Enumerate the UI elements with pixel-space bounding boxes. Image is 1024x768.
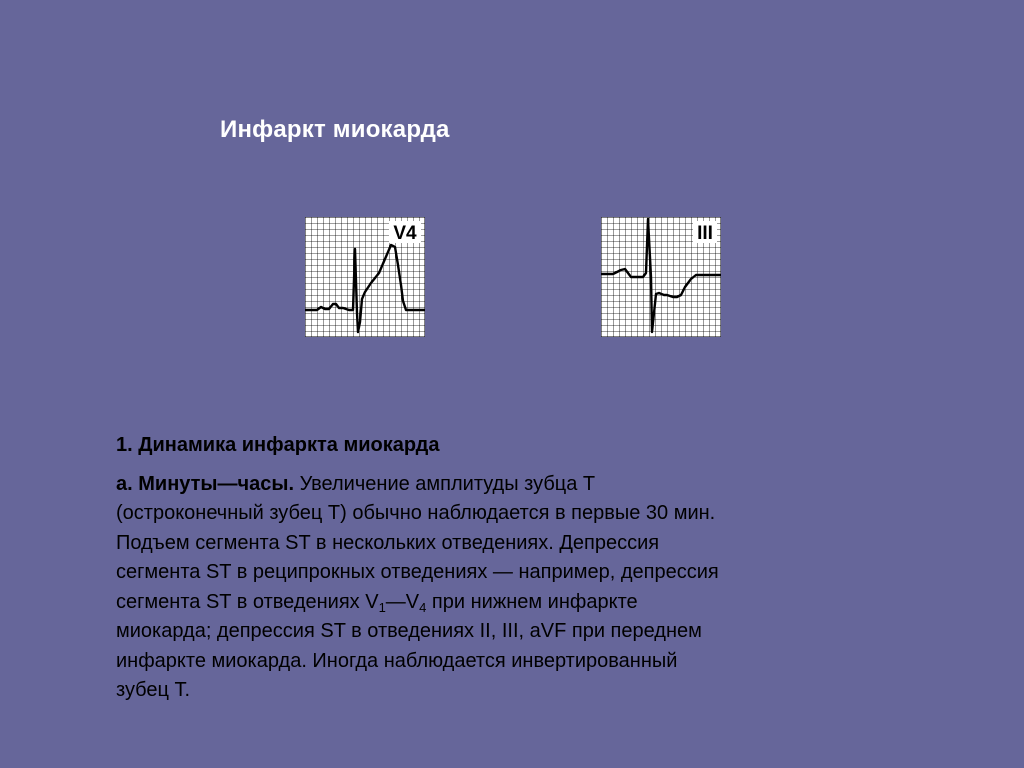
paragraph-line-6: миокарда; депрессия ST в отведениях II, III, aVF при переднем bbox=[116, 620, 702, 642]
line-5-subscript-1: 1 bbox=[378, 599, 386, 615]
paragraph-line-7: инфаркте миокарда. Иногда наблюдается инвертированный bbox=[116, 649, 678, 672]
line-5-mid: —V bbox=[385, 590, 420, 613]
paragraph-line-4: сегмента ST в реципрокных отведениях — например, депрессия bbox=[116, 561, 719, 583]
section-paragraph bbox=[116, 470, 916, 706]
paragraph-line-2: (остроконечный зубец Т) обычно наблюдается в первые 30 мин. bbox=[116, 502, 716, 524]
paragraph-line-3: Подъем сегмента ST в нескольких отведениях. Депрессия bbox=[116, 531, 660, 554]
ecg-strip-iii bbox=[601, 217, 721, 337]
ecg-iii-label: III bbox=[697, 223, 713, 244]
line-5-prefix: сегмента ST в отведениях V bbox=[116, 590, 379, 613]
ecg-v4-label: V4 bbox=[393, 223, 417, 244]
paragraph-line-8: зубец Т. bbox=[116, 679, 191, 701]
slide-title: Инфаркт миокарда bbox=[220, 116, 450, 143]
ecg-v4-graph bbox=[305, 217, 425, 337]
paragraph-line-5 bbox=[116, 588, 916, 618]
ecg-strip-v4 bbox=[305, 217, 425, 337]
paragraph-line-1 bbox=[116, 470, 916, 500]
content-block bbox=[116, 431, 916, 706]
ecg-iii-graph bbox=[601, 217, 721, 337]
section-heading: 1. Динамика инфаркта миокарда bbox=[116, 434, 440, 456]
line-1-text: Увеличение амплитуды зубца Т bbox=[294, 472, 596, 495]
lead-label: а. Минуты—часы. bbox=[116, 472, 295, 495]
line-5-subscript-2: 4 bbox=[419, 599, 427, 615]
line-5-suffix: при нижнем инфаркте bbox=[426, 590, 638, 613]
